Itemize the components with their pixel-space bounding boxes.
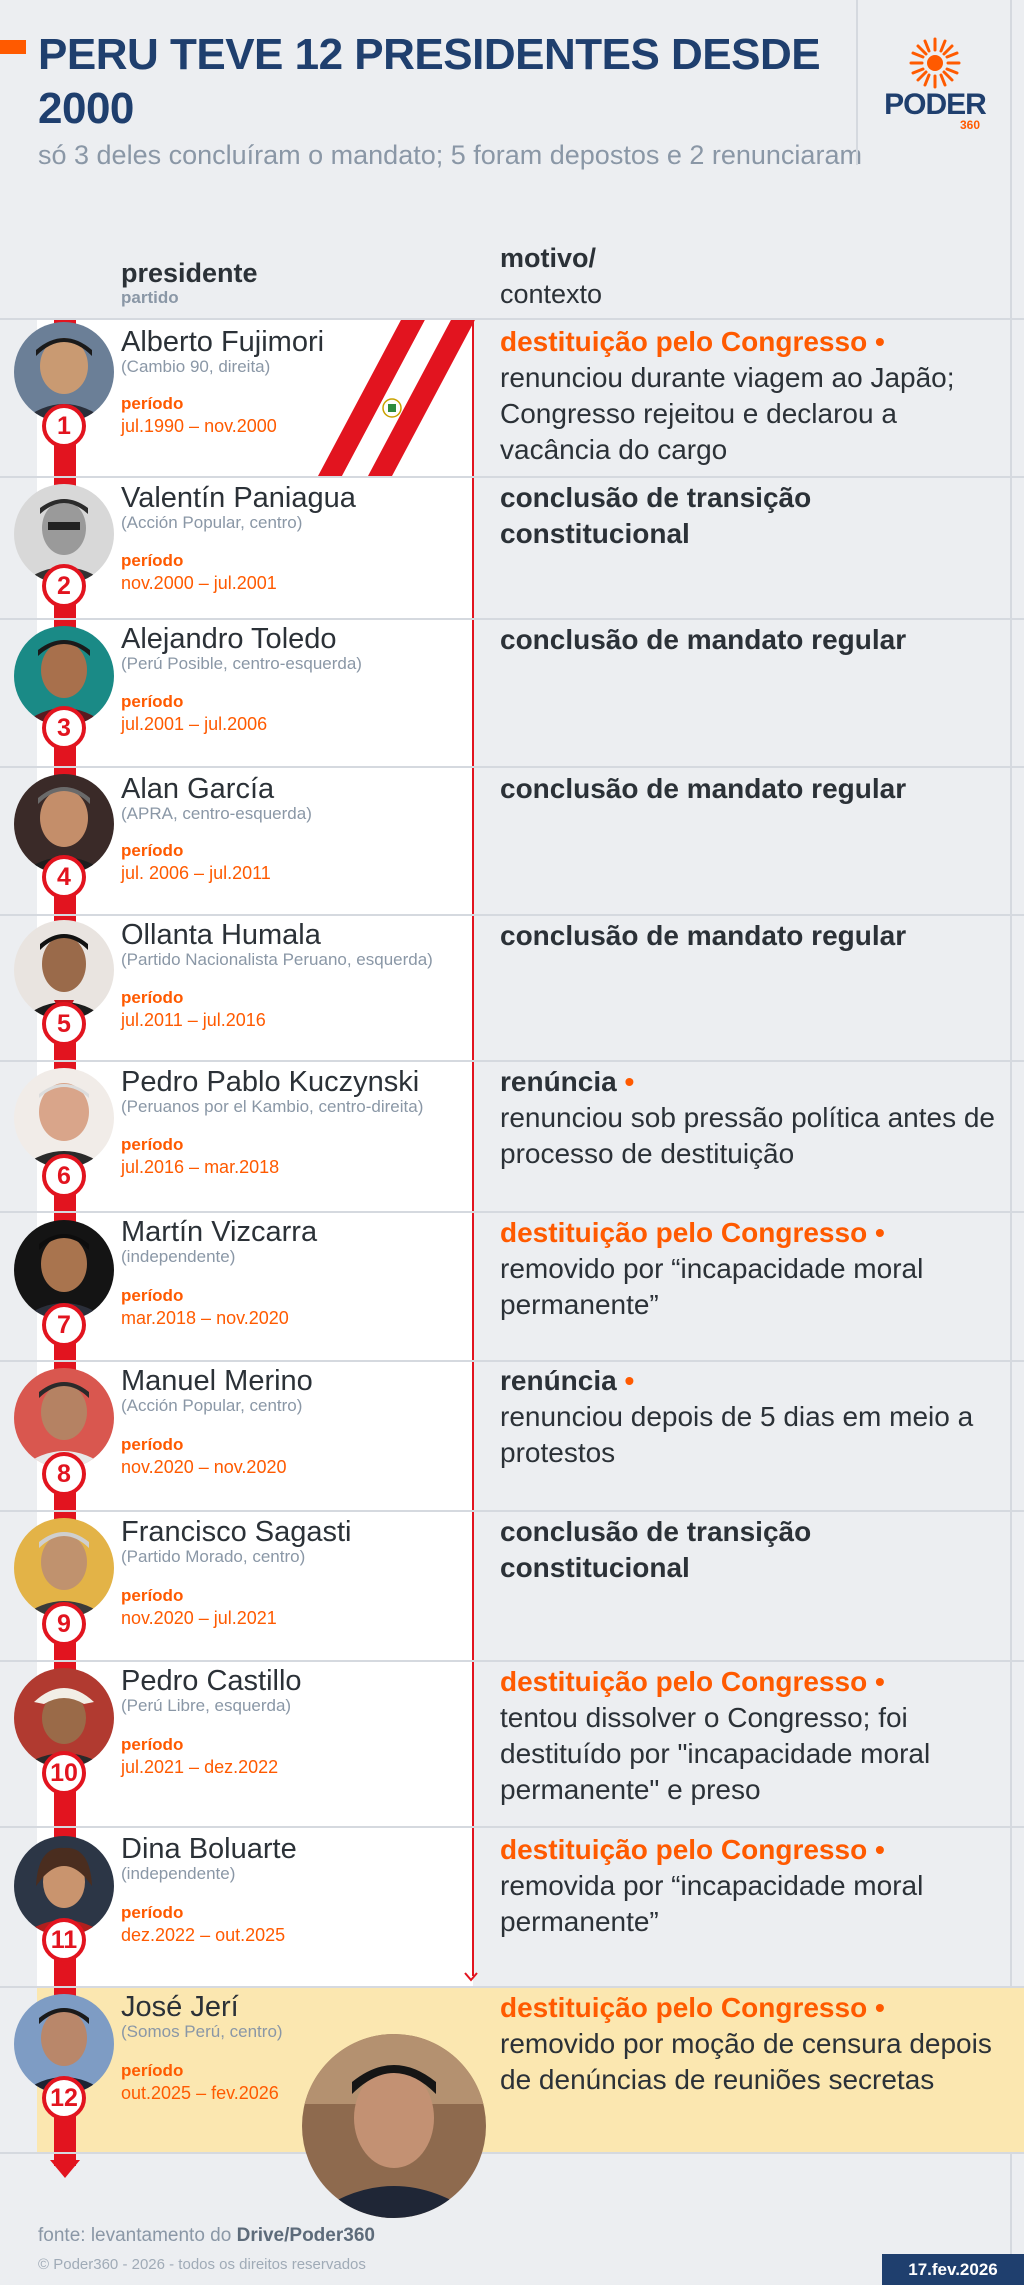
president-name: Manuel Merino — [121, 1365, 313, 1397]
reason-context: removida por “incapacidade moral permanente” — [500, 1870, 924, 1937]
reason-context: renunciou durante viagem ao Japão; Congresso rejeitou e declarou a vacância do cargo — [500, 362, 955, 465]
president-number-badge: 9 — [42, 1602, 86, 1646]
column-header-party: partido — [121, 288, 179, 307]
president-number-badge: 2 — [42, 564, 86, 608]
row-divider — [0, 1060, 1024, 1062]
featured-president-photo — [302, 2034, 486, 2218]
peru-flag-stripes — [318, 318, 480, 476]
president-name: Martín Vizcarra — [121, 1216, 318, 1248]
term-label: período — [121, 2061, 184, 2080]
president-term: jul.1990 – nov.2000 — [121, 416, 277, 436]
row-divider — [0, 618, 1024, 620]
president-name: Pedro Pablo Kuczynski — [121, 1066, 420, 1098]
reason-context: renunciou depois de 5 dias em meio a protestos — [500, 1401, 974, 1468]
president-term: nov.2020 – nov.2020 — [121, 1457, 287, 1477]
president-party: (Perú Libre, esquerda) — [121, 1696, 292, 1715]
logo-wordmark: PODER — [884, 88, 986, 121]
term-label: período — [121, 692, 184, 711]
president-photo — [14, 1068, 114, 1168]
president-name: Alberto Fujimori — [121, 326, 325, 358]
column-header-reason-title: motivo/ — [500, 243, 597, 273]
reason-dot: • — [874, 326, 885, 357]
president-name: José Jerí — [121, 1991, 239, 2023]
president-number-badge: 6 — [42, 1154, 86, 1198]
term-label: período — [121, 988, 184, 1007]
reason-cell — [500, 1832, 1000, 1940]
president-number-badge: 3 — [42, 706, 86, 750]
president-party: (Partido Morado, centro) — [121, 1547, 306, 1566]
row-divider — [0, 1211, 1024, 1213]
source-prefix: fonte: levantamento do — [38, 2225, 237, 2246]
reason-cell — [500, 771, 1000, 807]
president-term: nov.2000 – jul.2001 — [121, 573, 277, 593]
president-term: jul.2011 – jul.2016 — [121, 1010, 266, 1030]
president-party: (independente) — [121, 1247, 236, 1266]
reason-cell — [500, 1363, 1000, 1471]
reason-title: destituição pelo Congresso — [500, 1992, 868, 2023]
president-party: (Acción Popular, centro) — [121, 1396, 303, 1415]
president-name: Valentín Paniagua — [121, 482, 356, 514]
president-name: Ollanta Humala — [121, 919, 321, 951]
president-party: (Acción Popular, centro) — [121, 513, 303, 532]
reason-cell — [500, 1514, 1000, 1586]
row-divider — [0, 914, 1024, 916]
president-party: (Cambio 90, direita) — [121, 357, 271, 376]
page-title: PERU TEVE 12 PRESIDENTES DESDE 2000 — [38, 30, 821, 133]
reason-title: conclusão de mandato regular — [500, 920, 907, 951]
row-divider — [0, 476, 1024, 478]
row-divider — [0, 1510, 1024, 1512]
president-party: (Perú Posible, centro-esquerda) — [121, 654, 362, 673]
president-party: (independente) — [121, 1864, 236, 1883]
reason-cell — [500, 1064, 1000, 1172]
reason-context: renunciou sob pressão política antes de processo de destituição — [500, 1102, 995, 1169]
president-name: Francisco Sagasti — [121, 1516, 352, 1548]
president-number-badge: 12 — [42, 2076, 86, 2120]
page-subtitle: só 3 deles concluíram o mandato; 5 foram depostos e 2 renunciaram — [38, 140, 862, 170]
logo-number: 360 — [959, 118, 980, 132]
reason-cell — [500, 324, 1000, 468]
term-label: período — [121, 1735, 184, 1754]
reason-dot: • — [624, 1066, 635, 1097]
reason-title: conclusão de transição constitucional — [500, 482, 812, 549]
reason-cell — [500, 480, 1000, 552]
reason-title: renúncia — [500, 1066, 617, 1097]
term-label: período — [121, 551, 184, 570]
president-term: jul.2021 – dez.2022 — [121, 1757, 279, 1777]
president-number-badge: 1 — [42, 404, 86, 448]
accent-bar — [0, 40, 26, 54]
reason-title: conclusão de transição constitucional — [500, 1516, 812, 1583]
timeline-spine-tip — [50, 2160, 80, 2178]
logo-divider — [856, 0, 858, 165]
president-number-badge: 10 — [42, 1751, 86, 1795]
reason-dot: • — [874, 1834, 885, 1865]
president-term: dez.2022 – out.2025 — [121, 1925, 286, 1945]
president-number-badge: 7 — [42, 1303, 86, 1347]
term-label: período — [121, 1586, 184, 1605]
president-number-badge: 8 — [42, 1452, 86, 1496]
reason-cell — [500, 1215, 1000, 1323]
term-label: período — [121, 1903, 184, 1922]
column-header-reason — [500, 240, 602, 312]
source-name: Drive/Poder360 — [236, 2225, 375, 2246]
reason-context: tentou dissolver o Congresso; foi destituído por "incapacidade moral permanente" e preso — [500, 1702, 931, 1805]
arrow-head-icon — [464, 1972, 478, 1982]
reason-title: destituição pelo Congresso — [500, 1666, 868, 1697]
reason-dot: • — [624, 1365, 635, 1396]
reason-title: renúncia — [500, 1365, 617, 1396]
row-divider — [0, 1826, 1024, 1828]
publication-date-badge: 17.fev.2026 — [882, 2254, 1024, 2285]
background-grid-line — [1010, 0, 1012, 2285]
peru-flag-icon — [318, 318, 480, 476]
reason-title: conclusão de mandato regular — [500, 773, 907, 804]
timeline-arrow-line — [472, 318, 474, 1976]
president-name: Alan García — [121, 773, 275, 805]
president-term: jul.2016 – mar.2018 — [121, 1157, 280, 1177]
row-divider — [0, 318, 1024, 320]
term-label: período — [121, 1435, 184, 1454]
source-note — [38, 2225, 375, 2247]
reason-title: destituição pelo Congresso — [500, 326, 868, 357]
poder360-logo — [880, 36, 990, 132]
reason-dot: • — [874, 1666, 885, 1697]
reason-title: destituição pelo Congresso — [500, 1217, 868, 1248]
president-term: out.2025 – fev.2026 — [121, 2083, 279, 2103]
reason-dot: • — [874, 1992, 885, 2023]
reason-cell — [500, 918, 1000, 954]
term-label: período — [121, 394, 184, 413]
president-party: (APRA, centro-esquerda) — [121, 804, 312, 823]
reason-cell — [500, 1664, 1000, 1808]
column-header-context: contexto — [500, 279, 603, 309]
reason-title: conclusão de mandato regular — [500, 624, 907, 655]
row-divider — [0, 766, 1024, 768]
sun-logo-icon — [908, 36, 962, 90]
column-header-president: presidente — [121, 258, 258, 288]
reason-dot: • — [874, 1217, 885, 1248]
reason-context: removido por moção de censura depois de denúncias de reuniões secretas — [500, 2028, 992, 2095]
president-number-badge: 11 — [42, 1918, 86, 1962]
president-name: Alejandro Toledo — [121, 623, 337, 655]
term-label: período — [121, 1286, 184, 1305]
term-label: período — [121, 841, 184, 860]
president-term: nov.2020 – jul.2021 — [121, 1608, 277, 1628]
president-term: mar.2018 – nov.2020 — [121, 1308, 289, 1328]
president-party: (Peruanos por el Kambio, centro-direita) — [121, 1097, 424, 1116]
reason-cell — [500, 622, 1000, 658]
president-term: jul. 2006 – jul.2011 — [121, 863, 271, 883]
president-number-badge: 5 — [42, 1002, 86, 1046]
row-divider — [0, 2152, 1024, 2154]
president-name: Dina Boluarte — [121, 1833, 297, 1865]
row-divider — [0, 1660, 1024, 1662]
president-term: jul.2001 – jul.2006 — [121, 714, 268, 734]
reason-title: destituição pelo Congresso — [500, 1834, 868, 1865]
row-divider — [0, 1360, 1024, 1362]
president-number-badge: 4 — [42, 855, 86, 899]
president-name: Pedro Castillo — [121, 1665, 302, 1697]
reason-context: removido por “incapacidade moral permanente” — [500, 1253, 924, 1320]
reason-cell — [500, 1990, 1000, 2098]
term-label: período — [121, 1135, 184, 1154]
row-divider — [0, 1986, 1024, 1988]
copyright-note: © Poder360 - 2026 - todos os direitos reservados — [38, 2256, 366, 2273]
president-party: (Somos Perú, centro) — [121, 2022, 283, 2041]
president-party: (Partido Nacionalista Peruano, esquerda) — [121, 950, 433, 969]
